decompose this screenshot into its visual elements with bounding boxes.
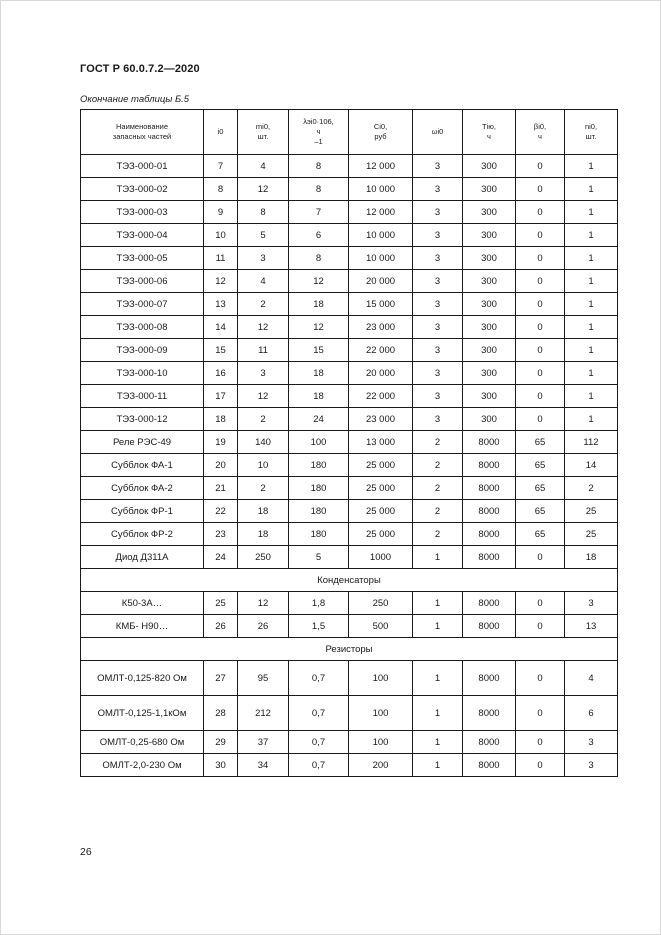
table-cell: 1 <box>413 696 463 731</box>
table-cell: 8000 <box>463 696 516 731</box>
column-header-text: ч <box>538 132 542 141</box>
page-number: 26 <box>80 846 92 858</box>
table-cell: 29 <box>204 731 238 754</box>
column-header <box>289 110 349 155</box>
table-cell: 300 <box>463 408 516 431</box>
column-header-text: Тiю, <box>482 122 496 131</box>
table-cell: 20 000 <box>349 362 413 385</box>
table-cell: 100 <box>349 696 413 731</box>
table-section-row <box>81 638 618 661</box>
table-cell: 112 <box>565 431 618 454</box>
table-row <box>81 224 618 247</box>
table-cell: 4 <box>565 661 618 696</box>
table-row <box>81 546 618 569</box>
table-cell: 2 <box>238 477 289 500</box>
table-cell: 300 <box>463 155 516 178</box>
part-name-cell: ТЭЗ-000-12 <box>81 408 204 431</box>
table-cell: 65 <box>516 500 565 523</box>
column-header <box>238 110 289 155</box>
column-header-text: –1 <box>314 137 323 146</box>
column-header-text: ч <box>487 132 491 141</box>
table-cell: 500 <box>349 615 413 638</box>
table-row <box>81 201 618 224</box>
table-cell: 12 <box>238 592 289 615</box>
table-cell: 212 <box>238 696 289 731</box>
table-cell: 14 <box>565 454 618 477</box>
table-cell: 250 <box>238 546 289 569</box>
table-cell: 5 <box>289 546 349 569</box>
part-name-cell: ТЭЗ-000-04 <box>81 224 204 247</box>
part-name-cell: К50-3А… <box>81 592 204 615</box>
table-cell: 1 <box>413 754 463 777</box>
table-cell: 8 <box>238 201 289 224</box>
part-name-cell: КМБ- Н90… <box>81 615 204 638</box>
part-name-cell: Диод Д311А <box>81 546 204 569</box>
table-cell: 1 <box>565 316 618 339</box>
table-cell: 2 <box>565 477 618 500</box>
column-header-text: шт. <box>585 132 597 141</box>
table-cell: 65 <box>516 431 565 454</box>
table-cell: 1 <box>565 247 618 270</box>
table-cell: 3 <box>413 201 463 224</box>
column-header-text: i0 <box>217 127 224 136</box>
table-cell: 8 <box>204 178 238 201</box>
table-cell: 1 <box>565 155 618 178</box>
table-cell: 12 <box>204 270 238 293</box>
table-cell: 23 <box>204 523 238 546</box>
table-cell: 100 <box>289 431 349 454</box>
table-cell: 0 <box>516 731 565 754</box>
table-cell: 0 <box>516 408 565 431</box>
section-label: Резисторы <box>81 638 618 661</box>
table-row <box>81 270 618 293</box>
table-cell: 2 <box>413 477 463 500</box>
table-cell: 13 000 <box>349 431 413 454</box>
part-name-cell: ТЭЗ-000-10 <box>81 362 204 385</box>
part-name-cell: Субблок ФР-1 <box>81 500 204 523</box>
table-cell: 25 000 <box>349 523 413 546</box>
table-cell: 22 <box>204 500 238 523</box>
table-cell: 8000 <box>463 454 516 477</box>
table-cell: 0 <box>516 615 565 638</box>
part-name-cell: ТЭЗ-000-09 <box>81 339 204 362</box>
table-cell: 8 <box>289 178 349 201</box>
table-cell: 0 <box>516 247 565 270</box>
table-cell: 8000 <box>463 523 516 546</box>
table-cell: 0 <box>516 201 565 224</box>
column-header-text: шт. <box>257 132 269 141</box>
column-header-text: Наименование <box>116 122 168 131</box>
table-cell: 15 <box>204 339 238 362</box>
table-row <box>81 615 618 638</box>
table-row <box>81 178 618 201</box>
table-cell: 18 <box>289 362 349 385</box>
table-row <box>81 754 618 777</box>
table-cell: 18 <box>238 500 289 523</box>
table-cell: 18 <box>204 408 238 431</box>
table-row <box>81 385 618 408</box>
table-cell: 4 <box>238 270 289 293</box>
table-cell: 12 <box>289 316 349 339</box>
table-cell: 3 <box>413 339 463 362</box>
table-cell: 7 <box>289 201 349 224</box>
table-cell: 25 <box>565 523 618 546</box>
table-cell: 1000 <box>349 546 413 569</box>
table-cell: 0,7 <box>289 731 349 754</box>
table-cell: 1 <box>565 178 618 201</box>
table-cell: 27 <box>204 661 238 696</box>
table-cell: 8000 <box>463 431 516 454</box>
table-cell: 24 <box>204 546 238 569</box>
table-cell: 1 <box>565 385 618 408</box>
column-header <box>463 110 516 155</box>
table-cell: 0 <box>516 385 565 408</box>
table-cell: 180 <box>289 523 349 546</box>
table-cell: 300 <box>463 224 516 247</box>
column-header <box>204 110 238 155</box>
table-cell: 12 <box>238 316 289 339</box>
column-header <box>565 110 618 155</box>
table-cell: 0 <box>516 754 565 777</box>
table-cell: 12 000 <box>349 201 413 224</box>
part-name-cell: ТЭЗ-000-02 <box>81 178 204 201</box>
table-cell: 3 <box>413 408 463 431</box>
table-cell: 8 <box>289 155 349 178</box>
table-cell: 20 <box>204 454 238 477</box>
table-cell: 300 <box>463 270 516 293</box>
table-cell: 300 <box>463 201 516 224</box>
table-cell: 250 <box>349 592 413 615</box>
table-cell: 21 <box>204 477 238 500</box>
table-cell: 23 000 <box>349 408 413 431</box>
table-cell: 8000 <box>463 500 516 523</box>
table-cell: 2 <box>413 523 463 546</box>
table-header-row <box>81 110 618 155</box>
table-cell: 4 <box>238 155 289 178</box>
table-cell: 300 <box>463 362 516 385</box>
table-cell: 300 <box>463 385 516 408</box>
table-cell: 3 <box>413 385 463 408</box>
table-cell: 0 <box>516 270 565 293</box>
table-cell: 9 <box>204 201 238 224</box>
table-cell: 2 <box>413 454 463 477</box>
table-cell: 17 <box>204 385 238 408</box>
table-cell: 2 <box>238 408 289 431</box>
table-cell: 3 <box>565 754 618 777</box>
table-cell: 3 <box>413 224 463 247</box>
table-cell: 0 <box>516 178 565 201</box>
table-cell: 12 <box>289 270 349 293</box>
table-cell: 8000 <box>463 661 516 696</box>
table-cell: 3 <box>413 178 463 201</box>
table-cell: 0 <box>516 155 565 178</box>
table-cell: 12 000 <box>349 155 413 178</box>
table-cell: 95 <box>238 661 289 696</box>
table-cell: 10 000 <box>349 247 413 270</box>
column-header <box>516 110 565 155</box>
table-cell: 12 <box>238 178 289 201</box>
table-cell: 11 <box>238 339 289 362</box>
table-cell: 3 <box>413 316 463 339</box>
table-cell: 1 <box>565 224 618 247</box>
part-name-cell: Реле РЭС-49 <box>81 431 204 454</box>
part-name-cell: ТЭЗ-000-05 <box>81 247 204 270</box>
table-cell: 8000 <box>463 615 516 638</box>
table-body <box>81 155 618 777</box>
table-cell: 1 <box>413 661 463 696</box>
table-cell: 0 <box>516 293 565 316</box>
table-cell: 65 <box>516 523 565 546</box>
table-cell: 3 <box>413 293 463 316</box>
table-row <box>81 339 618 362</box>
part-name-cell: ОМЛТ-0,25-680 Ом <box>81 731 204 754</box>
table-cell: 3 <box>413 270 463 293</box>
part-name-cell: ТЭЗ-000-07 <box>81 293 204 316</box>
table-cell: 24 <box>289 408 349 431</box>
table-cell: 3 <box>565 592 618 615</box>
table-cell: 10 000 <box>349 224 413 247</box>
part-name-cell: Субблок ФР-2 <box>81 523 204 546</box>
table-cell: 7 <box>204 155 238 178</box>
part-name-cell: Субблок ФА-2 <box>81 477 204 500</box>
table-cell: 2 <box>413 431 463 454</box>
table-row <box>81 696 618 731</box>
table-row <box>81 155 618 178</box>
table-cell: 180 <box>289 500 349 523</box>
table-cell: 10 000 <box>349 178 413 201</box>
table-cell: 300 <box>463 247 516 270</box>
table-cell: 19 <box>204 431 238 454</box>
part-name-cell: ТЭЗ-000-08 <box>81 316 204 339</box>
table-row <box>81 316 618 339</box>
table-cell: 13 <box>204 293 238 316</box>
table-cell: 2 <box>238 293 289 316</box>
table-cell: 1 <box>413 546 463 569</box>
table-cell: 0 <box>516 592 565 615</box>
table-cell: 25 000 <box>349 500 413 523</box>
table-cell: 1 <box>565 362 618 385</box>
table-cell: 6 <box>565 696 618 731</box>
table-cell: 3 <box>238 247 289 270</box>
table-row <box>81 431 618 454</box>
table-cell: 16 <box>204 362 238 385</box>
table-cell: 18 <box>565 546 618 569</box>
table-caption: Окончание таблицы Б.5 <box>80 94 190 105</box>
table-cell: 0 <box>516 661 565 696</box>
table-cell: 180 <box>289 477 349 500</box>
table-cell: 3 <box>413 247 463 270</box>
table-cell: 0 <box>516 339 565 362</box>
table-row <box>81 592 618 615</box>
table-cell: 200 <box>349 754 413 777</box>
table-cell: 28 <box>204 696 238 731</box>
table-cell: 1 <box>413 731 463 754</box>
table-cell: 2 <box>413 500 463 523</box>
table-cell: 300 <box>463 178 516 201</box>
table-cell: 3 <box>238 362 289 385</box>
table-cell: 10 <box>204 224 238 247</box>
table-cell: 22 000 <box>349 385 413 408</box>
table-cell: 23 000 <box>349 316 413 339</box>
column-header-text: βi0, <box>533 122 547 131</box>
table-cell: 22 000 <box>349 339 413 362</box>
table-cell: 37 <box>238 731 289 754</box>
table-cell: 34 <box>238 754 289 777</box>
table-cell: 65 <box>516 477 565 500</box>
document-code: ГОСТ Р 60.0.7.2—2020 <box>80 63 200 75</box>
table-cell: 1 <box>565 293 618 316</box>
table-cell: 300 <box>463 339 516 362</box>
table-cell: 8000 <box>463 754 516 777</box>
table-cell: 18 <box>289 385 349 408</box>
column-header-text: ч <box>316 127 321 136</box>
table-cell: 25 <box>565 500 618 523</box>
table-cell: 3 <box>565 731 618 754</box>
table-cell: 20 000 <box>349 270 413 293</box>
table-cell: 30 <box>204 754 238 777</box>
table-cell: 18 <box>238 523 289 546</box>
part-name-cell: ОМЛТ-0,125-820 Ом <box>81 661 204 696</box>
section-label: Конденсаторы <box>81 569 618 592</box>
table-cell: 1,5 <box>289 615 349 638</box>
table-cell: 15 <box>289 339 349 362</box>
column-header-text: ωi0 <box>431 127 444 136</box>
part-name-cell: ОМЛТ-0,125-1,1кОм <box>81 696 204 731</box>
table-row <box>81 523 618 546</box>
table-cell: 100 <box>349 661 413 696</box>
table-cell: 25 000 <box>349 477 413 500</box>
table-cell: 10 <box>238 454 289 477</box>
spare-parts-table <box>80 109 618 777</box>
table-cell: 5 <box>238 224 289 247</box>
column-header <box>349 110 413 155</box>
part-name-cell: ТЭЗ-000-06 <box>81 270 204 293</box>
column-header <box>81 110 204 155</box>
table-cell: 8 <box>289 247 349 270</box>
table-cell: 0 <box>516 546 565 569</box>
part-name-cell: ТЭЗ-000-11 <box>81 385 204 408</box>
table-cell: 0 <box>516 362 565 385</box>
table-row <box>81 247 618 270</box>
table-cell: 1 <box>565 408 618 431</box>
table-cell: 8000 <box>463 592 516 615</box>
table-cell: 1 <box>413 615 463 638</box>
part-name-cell: ТЭЗ-000-01 <box>81 155 204 178</box>
table-cell: 1 <box>565 339 618 362</box>
part-name-cell: ОМЛТ-2,0-230 Ом <box>81 754 204 777</box>
table-row <box>81 408 618 431</box>
table-cell: 25 <box>204 592 238 615</box>
table-cell: 65 <box>516 454 565 477</box>
table-cell: 1 <box>565 201 618 224</box>
table-row <box>81 661 618 696</box>
table-cell: 0,7 <box>289 696 349 731</box>
table-cell: 1 <box>565 270 618 293</box>
table-cell: 6 <box>289 224 349 247</box>
table-cell: 0 <box>516 316 565 339</box>
table-cell: 0 <box>516 224 565 247</box>
table-cell: 180 <box>289 454 349 477</box>
table-cell: 1,8 <box>289 592 349 615</box>
table-cell: 300 <box>463 293 516 316</box>
table-cell: 3 <box>413 155 463 178</box>
table-cell: 0,7 <box>289 754 349 777</box>
table-cell: 3 <box>413 362 463 385</box>
part-name-cell: Субблок ФА-1 <box>81 454 204 477</box>
column-header-text: mi0, <box>255 122 271 131</box>
table-cell: 8000 <box>463 546 516 569</box>
table-cell: 11 <box>204 247 238 270</box>
column-header-text: λэi0·106, <box>303 117 334 126</box>
table-cell: 8000 <box>463 477 516 500</box>
column-header-text: ni0, <box>584 122 598 131</box>
column-header-text: руб <box>374 132 387 141</box>
table-cell: 0 <box>516 696 565 731</box>
table-section-row <box>81 569 618 592</box>
table-cell: 18 <box>289 293 349 316</box>
part-name-cell: ТЭЗ-000-03 <box>81 201 204 224</box>
table-row <box>81 454 618 477</box>
column-header-text: Сi0, <box>373 122 388 131</box>
table-cell: 140 <box>238 431 289 454</box>
column-header <box>413 110 463 155</box>
table-cell: 15 000 <box>349 293 413 316</box>
table-cell: 14 <box>204 316 238 339</box>
table-row <box>81 477 618 500</box>
column-header-text: запасных частей <box>112 132 172 141</box>
table-cell: 25 000 <box>349 454 413 477</box>
table-cell: 8000 <box>463 731 516 754</box>
table-cell: 13 <box>565 615 618 638</box>
table-row <box>81 362 618 385</box>
table-cell: 100 <box>349 731 413 754</box>
table-row <box>81 500 618 523</box>
table-cell: 26 <box>238 615 289 638</box>
table-cell: 300 <box>463 316 516 339</box>
table-cell: 12 <box>238 385 289 408</box>
table-row <box>81 293 618 316</box>
table-cell: 1 <box>413 592 463 615</box>
table-cell: 0,7 <box>289 661 349 696</box>
table-row <box>81 731 618 754</box>
table-cell: 26 <box>204 615 238 638</box>
